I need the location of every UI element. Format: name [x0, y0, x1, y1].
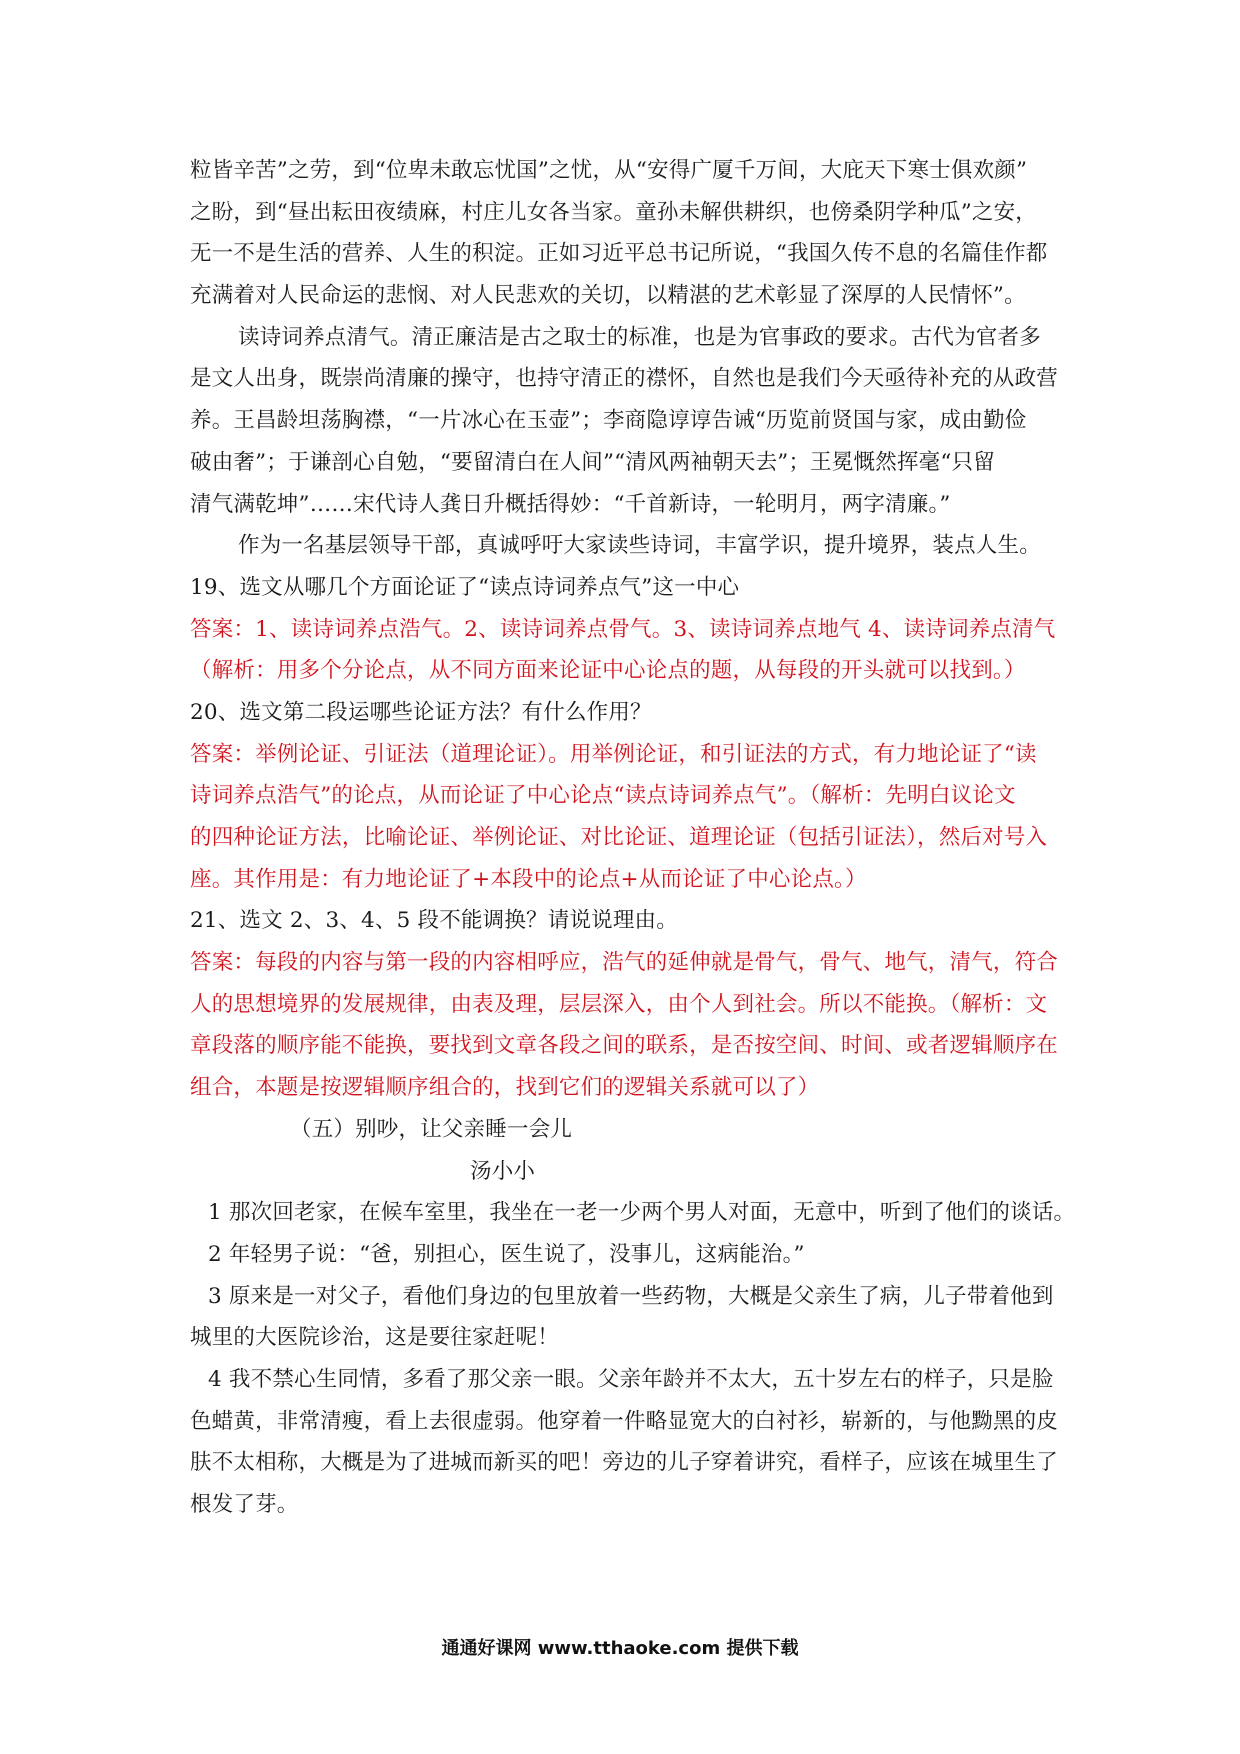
answer-20-line: 诗词养点浩气”的论点，从而论证了中心论点“读点诗词养点气”。（解析：先明白议论文	[190, 783, 1016, 809]
story-body	[190, 1192, 1076, 1526]
answer-19-line: （解析：用多个分论点，从不同方面来论证中心论点的题，从每段的开头就可以找到。）	[190, 658, 1026, 684]
answer-21-line: 答案：每段的内容与第一段的内容相呼应，浩气的延伸就是骨气，骨气、地气，清气，符合	[190, 950, 1059, 976]
question-21: 21、选文 2、3、4、5 段不能调换？请说说理由。	[190, 908, 678, 934]
story-paragraph-line: 2 年轻男子说：“爸，别担心，医生说了，没事儿，这病能治。”	[208, 1241, 805, 1267]
story-paragraph-line: 3 原来是一对父子，看他们身边的包里放着一些药物，大概是父亲生了病，儿子带着他到	[208, 1283, 1054, 1309]
body-line: 是文人出身，既崇尚清廉的操守，也持守清正的襟怀，自然也是我们今天亟待补充的从政营	[190, 366, 1059, 392]
body-line: 作为一名基层领导干部，真诚呼吁大家读些诗词，丰富学识，提升境界，装点人生。	[238, 533, 1041, 559]
story-paragraph-line: 色蜡黄，非常清瘦，看上去很虚弱。他穿着一件略显宽大的白衬衫，崭新的，与他黝黑的皮	[190, 1408, 1059, 1434]
body-line: 之盼，到“昼出耘田夜绩麻，村庄儿女各当家。童孙未解供耕织，也傍桑阴学种瓜”之安，	[190, 199, 1037, 225]
answer-19-line: 答案：1、读诗词养点浩气。2、读诗词养点骨气。3、读诗词养点地气 4、读诗词养点清气	[190, 616, 1056, 642]
question-20: 20、选文第二段运哪些论证方法？有什么作用？	[190, 699, 652, 725]
story-paragraph-line: 4 我不禁心生同情，多看了那父亲一眼。父亲年龄并不太大，五十岁左右的样子，只是脸	[208, 1366, 1054, 1392]
answer-21-line: 人的思想境界的发展规律，由表及理，层层深入，由个人到社会。所以不能换。（解析：文	[190, 991, 1048, 1017]
body-line: 养。王昌龄坦荡胸襟，“一片冰心在玉壶”；李商隐谆谆告诫“历览前贤国与家，成由勤俭	[190, 408, 1027, 434]
story-author: 汤小小	[470, 1158, 536, 1184]
story-paragraph-line: 肤不太相称，大概是为了进城而新买的吧！旁边的儿子穿着讲究，看样子，应该在城里生了	[190, 1450, 1059, 1476]
answer-20-line: 答案：举例论证、引证法（道理论证）。用举例论证，和引证法的方式，有力地论证了“读	[190, 741, 1037, 767]
page-footer: 通通好课网 www.tthaoke.com 提供下载	[441, 1638, 799, 1659]
story-paragraph-line: 根发了芽。	[190, 1492, 299, 1517]
body-line: 无一不是生活的营养、人生的积淀。正如习近平总书记所说，“我国久传不息的名篇佳作都	[190, 241, 1048, 267]
answer-20-line: 的四种论证方法，比喻论证、举例论证、对比论证、道理论证（包括引证法），然后对号入	[190, 825, 1048, 850]
document-body	[190, 150, 1076, 1526]
answer-21-line: 章段落的顺序能不能换，要找到文章各段之间的联系，是否按空间、时间、或者逻辑顺序在	[190, 1033, 1059, 1059]
body-line: 充满着对人民命运的悲悯、对人民悲欢的关切，以精湛的艺术彰显了深厚的人民情怀”。	[190, 283, 1026, 309]
answer-21-line: 组合，本题是按逻辑顺序组合的，找到它们的逻辑关系就可以了）	[190, 1075, 820, 1101]
story-paragraph-line: 城里的大医院诊治，这是要往家赶呢！	[190, 1325, 559, 1351]
answer-20-line: 座。其作用是：有力地论证了+本段中的论点+从而论证了中心论点。）	[190, 866, 867, 892]
body-line: 粒皆辛苦”之劳，到“位卑未敢忘忧国”之忧，从“安得广厦千万间，大庇天下寒士俱欢颜”	[190, 158, 1028, 183]
body-line: 清气满乾坤”……宋代诗人龚日升概括得妙：“千首新诗，一轮明月，两字清廉。”	[190, 491, 951, 517]
story-paragraph-line: 1 那次回老家，在候车室里，我坐在一老一少两个男人对面，无意中，听到了他们的谈话。	[208, 1200, 1076, 1226]
story-title: （五）别吵，让父亲睡一会儿	[290, 1116, 573, 1142]
body-line: 破由奢”；于谦剖心自勉，“要留清白在人间”“清风两袖朝天去”；王冕慨然挥毫“只留	[190, 449, 995, 475]
body-line: 读诗词养点清气。清正廉洁是古之取士的标准，也是为官事政的要求。古代为官者多	[238, 324, 1041, 350]
question-19: 19、选文从哪几个方面论证了“读点诗词养点气”这一中心	[190, 574, 740, 600]
